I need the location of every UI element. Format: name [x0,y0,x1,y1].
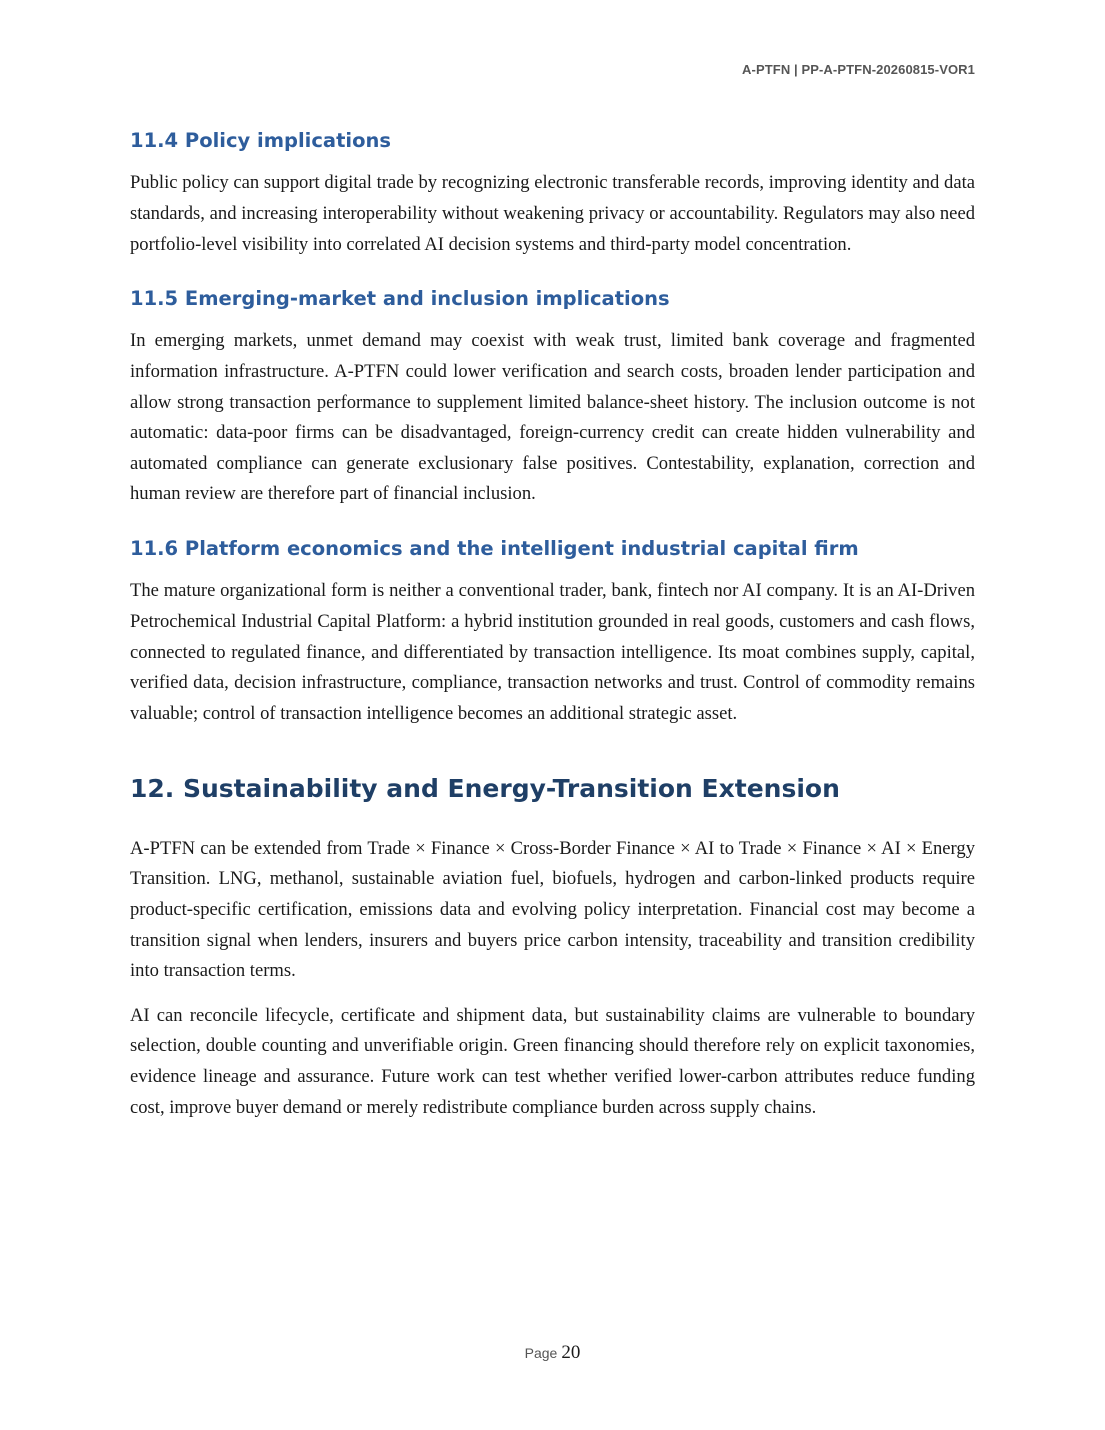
subsection-heading-11-4: 11.4 Policy implications [130,129,391,152]
page-footer [0,1342,1105,1364]
paragraph: AI can reconcile lifecycle, certificate and shipment data, but sustainability claims are vulnerable to boundary selection, double counting and unverifiable origin. Green financing should therefore rely on explicit taxonomies, evidence lineage and assurance. Future work can test whether verified lower-carbon attributes reduce funding cost, improve buyer demand or merely redistribute compliance burden across supply chains. [130,1004,975,1118]
running-header: A-PTFN | PP-A-PTFN-20260815-VOR1 [742,62,975,77]
paragraph: The mature organizational form is neither a conventional trader, bank, fintech nor AI company. It is an AI-Driven Petrochemical Industrial Capital Platform: a hybrid institution grounded in real goods, customers and cash flows, connected to regulated finance, and differentiated by transaction intelligence. Its moat combines supply, capital, verified data, decision infrastructure, compliance, transaction networks and trust. Control of commodity remains valuable; control of transaction intelligence becomes an additional strategic asset. [130,580,975,724]
page-label: Page [524,1345,558,1361]
section-heading-12: 12. Sustainability and Energy-Transition Extension [130,774,840,804]
page-content [130,128,975,1137]
subsection-heading-11-6: 11.6 Platform economics and the intelligent industrial capital firm [130,537,859,561]
page-number: 20 [561,1342,581,1363]
subsection-heading-11-5: 11.5 Emerging-market and inclusion implications [130,287,670,311]
paragraph: A-PTFN can be extended from Trade × Finance × Cross-Border Finance × AI to Trade × Finance × AI × Energy Transition. LNG, methanol, sustainable aviation fuel, biofuels, hydrogen and carbon-linked products require product-specific certification, emissions data and evolving policy interpretation. Financial cost may become a transition signal when lenders, insurers and buyers price carbon intensity, traceability and transition credibility into transaction terms. [130,837,975,982]
paragraph: Public policy can support digital trade by recognizing electronic transferable records, improving identity and data standards, and increasing interoperability without weakening privacy or accountability. Regulators may also need portfolio-level visibility into correlated AI decision systems and third-party model concentration. [130,172,975,255]
paragraph: In emerging markets, unmet demand may coexist with weak trust, limited bank coverage and fragmented information infrastructure. A-PTFN could lower verification and search costs, broaden lender participation and allow strong transaction performance to supplement limited balance-sheet history. The inclusion outcome is not automatic: data-poor firms can be disadvantaged, foreign-currency credit can create hidden vulnerability and automated compliance can generate exclusionary false positives. Contestability, explanation, correction and human review are therefore part of financial inclusion. [130,330,975,505]
